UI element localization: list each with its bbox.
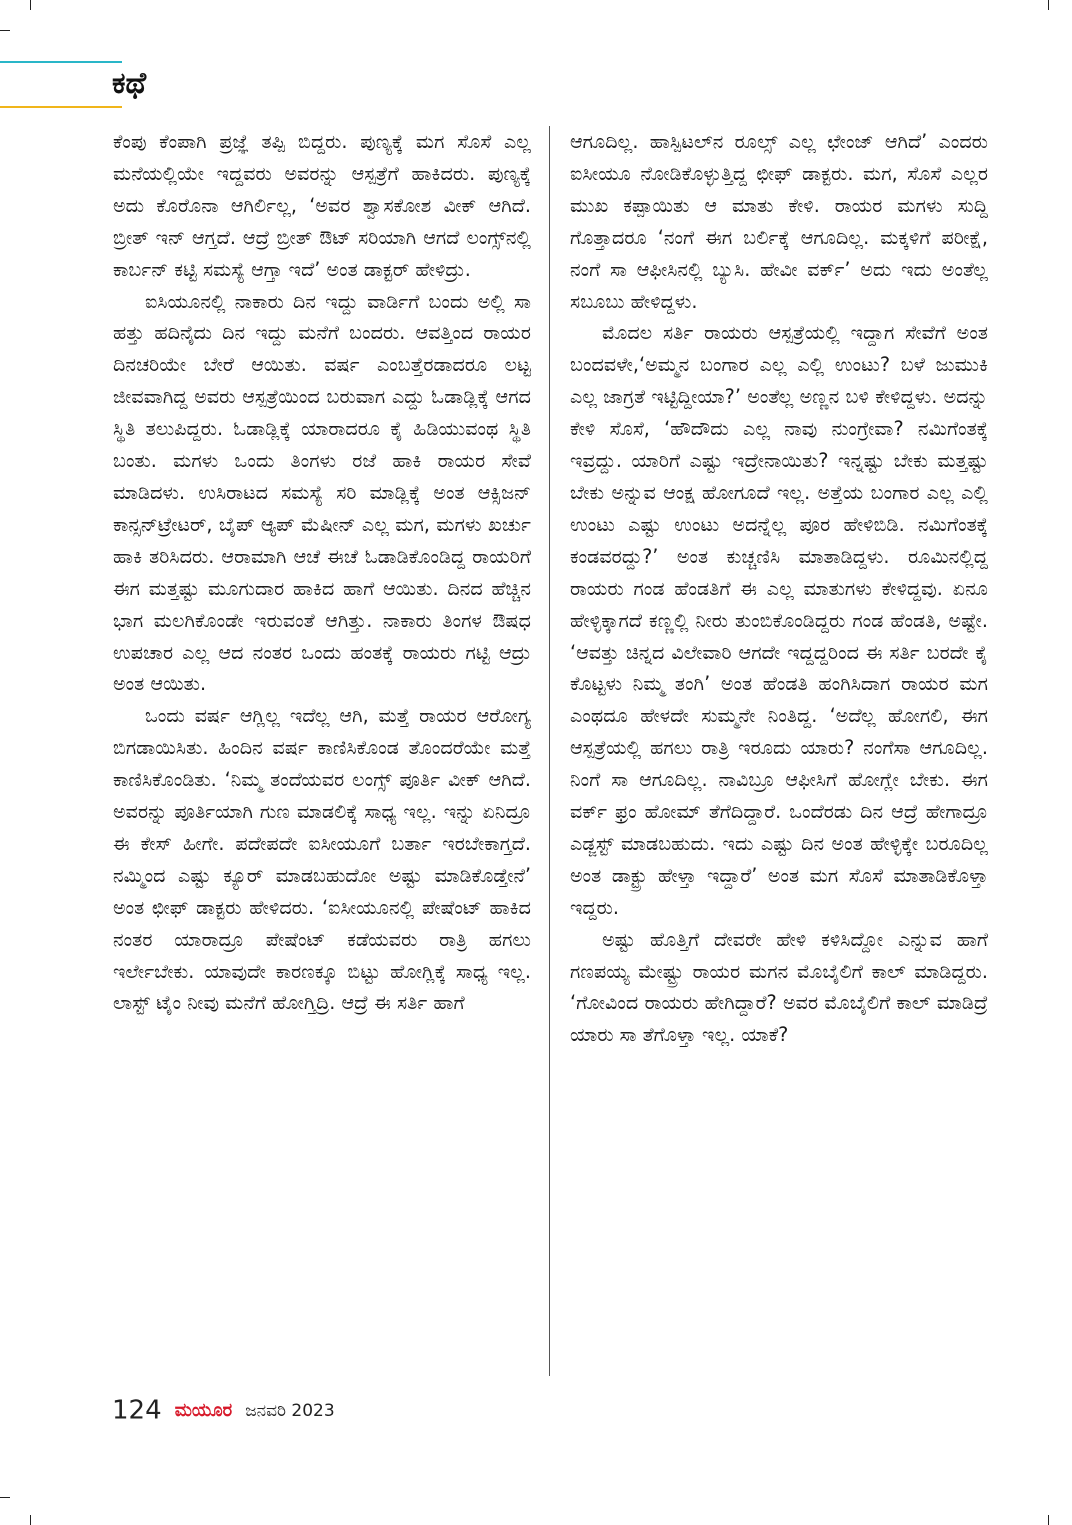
page-footer — [112, 1392, 335, 1429]
crop-mark — [30, 0, 31, 10]
paragraph: ಮೊದಲ ಸರ್ತಿ ರಾಯರು ಆಸ್ಪತ್ರೆಯಲ್ಲಿ ಇದ್ದಾಗ ಸೇವೆಗೆ ಅಂತ ಬಂದವಳೇ,‘ಅಮ್ಮನ ಬಂಗಾರ ಎಲ್ಲ ಎಲ್ಲಿ ಉಂಟು? ಬಳೆ ಜುಮುಕಿ ಎಲ್ಲ ಜಾಗ್ರತೆ ಇಟ್ಟಿದ್ದೀಯಾ?’ ಅಂತೆಲ್ಲ ಅಣ್ಣನ ಬಳಿ ಕೇಳಿದ್ದಳು. ಅದನ್ನು ಕೇಳಿ ಸೊಸೆ, ‘ಹೌದೌದು ಎಲ್ಲ ನಾವು ನುಂಗ್ರೇವಾ? ನಮಿಗೆಂತಕ್ಕೆ ಇವ್ರದ್ದು. ಯಾರಿಗೆ ಎಷ್ಟು ಇದ್ರೇನಾಯಿತು? ಇನ್ನಷ್ಟು ಬೇಕು ಮತ್ತಷ್ಟು ಬೇಕು ಅನ್ನುವ ಆಂಕ್ಷ ಹೋಗೂದೆ ಇಲ್ಲ. ಅತ್ತೆಯ ಬಂಗಾರ ಎಲ್ಲ ಎಲ್ಲಿ ಉಂಟು ಎಷ್ಟು ಉಂಟು ಅದನ್ನೆಲ್ಲ ಪೂರ ಹೇಳಿಬಿಡಿ. ನಮಿಗೆಂತಕ್ಕೆ ಕಂಡವರದ್ದು?’ ಅಂತ ಕುಚ್ಚಣಿಸಿ ಮಾತಾಡಿದ್ದಳು. ರೂಮಿನಲ್ಲಿದ್ದ ರಾಯರು ಗಂಡ ಹೆಂಡತಿಗೆ ಈ ಎಲ್ಲ ಮಾತುಗಳು ಕೇಳಿದ್ದವು. ಏನೂ ಹೇಳ್ಳಿಕ್ಕಾಗದೆ ಕಣ್ಣಲ್ಲಿ ನೀರು ತುಂಬಿಕೊಂಡಿದ್ದರು ಗಂಡ ಹೆಂಡತಿ, ಅಷ್ಟೇ. ‘ಆವತ್ತು ಚಿನ್ನದ ವಿಲೇವಾರಿ ಆಗದೇ ಇದ್ದದ್ದರಿಂದ ಈ ಸರ್ತಿ ಬರದೇ ಕೈ ಕೊಟ್ಟಳು ನಿಮ್ಮ ತಂಗಿ’ ಅಂತ ಹೆಂಡತಿ ಹಂಗಿಸಿದಾಗ ರಾಯರ ಮಗ ಎಂಥದೂ ಹೇಳದೇ ಸುಮ್ಮನೇ ನಿಂತಿದ್ದ. ‘ಅದೆಲ್ಲ ಹೋಗಲಿ, ಈಗ ಆಸ್ಪತ್ರೆಯಲ್ಲಿ ಹಗಲು ರಾತ್ರಿ ಇರೂದು ಯಾರು? ನಂಗೆಸಾ ಆಗೂದಿಲ್ಲ. ನಿಂಗೆ ಸಾ ಆಗೂದಿಲ್ಲ. ನಾವಿಬ್ರೂ ಆಫೀಸಿಗೆ ಹೋಗ್ಲೇ ಬೇಕು. ಈಗ ವರ್ಕ್ ಫ್ರಂ ಹೋಮ್ ತೆಗೆದಿದ್ದಾರೆ. ಒಂದೆರಡು ದಿನ ಆದ್ರೆ ಹೇಗಾದ್ರೂ ಎಡ್ಜಸ್ಟ್ ಮಾಡಬಹುದು. ಇದು ಎಷ್ಟು ದಿನ ಅಂತ ಹೇಳ್ಳಿಕ್ಕೇ ಬರೂದಿಲ್ಲ ಅಂತ ಡಾಕ್ಟ್ರು ಹೇಳ್ತಾ ಇದ್ದಾರೆ’ ಅಂತ ಮಗ ಸೊಸೆ ಮಾತಾಡಿಕೊಳ್ತಾ ಇದ್ದರು. — [570, 321, 988, 919]
paragraph: ಅಷ್ಟು ಹೊತ್ತಿಗೆ ದೇವರೇ ಹೇಳಿ ಕಳಿಸಿದ್ದೋ ಎನ್ನುವ ಹಾಗೆ ಗಣಪಯ್ಯ ಮೇಷ್ಟ್ರು ರಾಯರ ಮಗನ ಮೊಬೈಲಿಗೆ ಕಾಲ್ ಮಾಡಿದ್ದರು. ‘ಗೋವಿಂದ ರಾಯರು ಹೇಗಿದ್ದಾರೆ? ಅವರ ಮೊಬೈಲಿಗೆ ಕಾಲ್ ಮಾಡಿದ್ರೆ ಯಾರು ಸಾ ತೆಗೊಳ್ತಾ ಇಲ್ಲ. ಯಾಕೆ? — [570, 927, 988, 1047]
publication-logo: ಮಯೂರ — [174, 1399, 233, 1421]
paragraph: ಕೆಂಪು ಕೆಂಪಾಗಿ ಪ್ರಜ್ಞೆ ತಪ್ಪಿ ಬಿದ್ದರು. ಪುಣ್ಯಕ್ಕೆ ಮಗ ಸೊಸೆ ಎಲ್ಲ ಮನೆಯಲ್ಲಿಯೇ ಇದ್ದವರು ಅವರನ್ನು ಆಸ್ಪತ್ರೆಗೆ ಹಾಕಿದರು. ಪುಣ್ಯಕ್ಕೆ ಅದು ಕೊರೊನಾ ಆಗಿರ್ಲಿಲ್ಲ, ‘ಅವರ ಶ್ವಾಸಕೋಶ ವೀಕ್ ಆಗಿದೆ. ಬ್ರೀತ್ ಇನ್ ಆಗ್ತದೆ. ಆದ್ರೆ ಬ್ರೀತ್ ಔಟ್ ಸರಿಯಾಗಿ ಆಗದೆ ಲಂಗ್ಸ್‌ನಲ್ಲಿ ಕಾರ್ಬನ್ ಕಟ್ಟಿ ಸಮಸ್ಯೆ ಆಗ್ತಾ ಇದೆ’ ಅಂತ ಡಾಕ್ಟರ್ ಹೇಳಿದ್ರು. — [113, 130, 531, 281]
issue-date: ಜನವರಿ 2023 — [245, 1400, 335, 1421]
header-rule-top — [0, 61, 122, 63]
left-column — [113, 126, 531, 1378]
page-number: 124 — [112, 1395, 162, 1426]
crop-mark — [30, 1515, 31, 1525]
right-column — [570, 126, 988, 1378]
column-divider — [549, 126, 550, 1376]
section-title: ಕಥೆ — [112, 66, 147, 101]
header-rule-bottom — [0, 106, 122, 108]
paragraph: ಒಂದು ವರ್ಷ ಆಗ್ಲಿಲ್ಲ ಇದೆಲ್ಲ ಆಗಿ, ಮತ್ತೆ ರಾಯರ ಆರೋಗ್ಯ ಬಿಗಡಾಯಿಸಿತು. ಹಿಂದಿನ ವರ್ಷ ಕಾಣಿಸಿಕೊಂಡ ತೊಂದರೆಯೇ ಮತ್ತೆ ಕಾಣಿಸಿಕೊಂಡಿತು. ‘ನಿಮ್ಮ ತಂದೆಯವರ ಲಂಗ್ಸ್ ಪೂರ್ತಿ ವೀಕ್ ಆಗಿದೆ. ಅವರನ್ನು ಪೂರ್ತಿಯಾಗಿ ಗುಣ ಮಾಡಲಿಕ್ಕೆ ಸಾಧ್ಯ ಇಲ್ಲ. ಇನ್ನು ಏನಿದ್ರೂ ಈ ಕೇಸ್ ಹೀಗೇ. ಪದೇಪದೇ ಐಸೀಯೂಗೆ ಬರ್ತಾ ಇರಬೇಕಾಗ್ತದೆ. ನಮ್ಮಿಂದ ಎಷ್ಟು ಕ್ಯೂರ್ ಮಾಡಬಹುದೋ ಅಷ್ಟು ಮಾಡಿಕೊಡ್ತೇನೆ’ ಅಂತ ಛೀಫ್ ಡಾಕ್ಟರು ಹೇಳಿದರು. ‘ಐಸೀಯೂನಲ್ಲಿ ಪೇಷೆಂಟ್ ಹಾಕಿದ ನಂತರ ಯಾರಾದ್ರೂ ಪೇಷೆಂಟ್ ಕಡೆಯವರು ರಾತ್ರಿ ಹಗಲು ಇರ್ಲೇಬೇಕು. ಯಾವುದೇ ಕಾರಣಕ್ಕೂ ಬಿಟ್ಟು ಹೋಗ್ಲಿಕ್ಕೆ ಸಾಧ್ಯ ಇಲ್ಲ. ಲಾಸ್ಟ್ ಟೈಂ ನೀವು ಮನೆಗೆ ಹೋಗ್ತಿದ್ರಿ. ಆದ್ರೆ ಈ ಸರ್ತಿ ಹಾಗೆ — [113, 704, 531, 1015]
crop-mark — [1048, 0, 1049, 10]
crop-mark — [0, 30, 10, 31]
crop-mark — [0, 1497, 10, 1498]
paragraph: ಆಗೂದಿಲ್ಲ. ಹಾಸ್ಪಿಟಲ್‌ನ ರೂಲ್ಸ್ ಎಲ್ಲ ಛೇಂಜ್ ಆಗಿದೆ’ ಎಂದರು ಐಸೀಯೂ ನೋಡಿಕೊಳ್ಳುತ್ತಿದ್ದ ಛೀಫ್ ಡಾಕ್ಟರು. ಮಗ, ಸೊಸೆ ಎಲ್ಲರ ಮುಖ ಕಪ್ಪಾಯಿತು ಆ ಮಾತು ಕೇಳಿ. ರಾಯರ ಮಗಳು ಸುದ್ದಿ ಗೊತ್ತಾದರೂ ‘ನಂಗೆ ಈಗ ಬರ್ಲಿಕ್ಕೆ ಆಗೂದಿಲ್ಲ. ಮಕ್ಕಳಿಗೆ ಪರೀಕ್ಷೆ, ನಂಗೆ ಸಾ ಆಫೀಸಿನಲ್ಲಿ ಬ್ಯುಸಿ. ಹೇವೀ ವರ್ಕ್’ ಅದು ಇದು ಅಂತೆಲ್ಲ ಸಬೂಬು ಹೇಳಿದ್ದಳು. — [570, 130, 988, 313]
paragraph: ಐಸಿಯೂನಲ್ಲಿ ನಾಕಾರು ದಿನ ಇದ್ದು ವಾರ್ಡಿಗೆ ಬಂದು ಅಲ್ಲಿ ಸಾ ಹತ್ತು ಹದಿನೈದು ದಿನ ಇದ್ದು ಮನೆಗೆ ಬಂದರು. ಆವತ್ತಿಂದ ರಾಯರ ದಿನಚರಿಯೇ ಬೇರೆ ಆಯಿತು. ವರ್ಷ ಎಂಬತ್ತೆರಡಾದರೂ ಲಟ್ಟ ಜೀವವಾಗಿದ್ದ ಅವರು ಆಸ್ಪತ್ರೆಯಿಂದ ಬರುವಾಗ ಎದ್ದು ಓಡಾಡ್ಲಿಕ್ಕೆ ಆಗದ ಸ್ಥಿತಿ ತಲುಪಿದ್ದರು. ಓಡಾಡ್ಲಿಕ್ಕೆ ಯಾರಾದರೂ ಕೈ ಹಿಡಿಯುವಂಥ ಸ್ಥಿತಿ ಬಂತು. ಮಗಳು ಒಂದು ತಿಂಗಳು ರಜೆ ಹಾಕಿ ರಾಯರ ಸೇವೆ ಮಾಡಿದಳು. ಉಸಿರಾಟದ ಸಮಸ್ಯೆ ಸರಿ ಮಾಡ್ಲಿಕ್ಕೆ ಅಂತ ಆಕ್ಸಿಜನ್ ಕಾನ್ಸನ್‌ಟ್ರೇಟರ್, ಬೈಪ್ ಆ್ಯಪ್ ಮೆಷೀನ್ ಎಲ್ಲ ಮಗ, ಮಗಳು ಖರ್ಚು ಹಾಕಿ ತರಿಸಿದರು. ಆರಾಮಾಗಿ ಆಚೆ ಈಚೆ ಓಡಾಡಿಕೊಂಡಿದ್ದ ರಾಯರಿಗೆ ಈಗ ಮತ್ತಷ್ಟು ಮೂಗುದಾರ ಹಾಕಿದ ಹಾಗೆ ಆಯಿತು. ದಿನದ ಹೆಚ್ಚಿನ ಭಾಗ ಮಲಗಿಕೊಂಡೇ ಇರುವಂತೆ ಆಗಿತ್ತು. ನಾಕಾರು ತಿಂಗಳ ಔಷಧ ಉಪಚಾರ ಎಲ್ಲ ಆದ ನಂತರ ಒಂದು ಹಂತಕ್ಕೆ ರಾಯರು ಗಟ್ಟಿ ಆದ್ರು ಅಂತ ಆಯಿತು. — [113, 289, 531, 696]
crop-mark — [1048, 1515, 1049, 1525]
